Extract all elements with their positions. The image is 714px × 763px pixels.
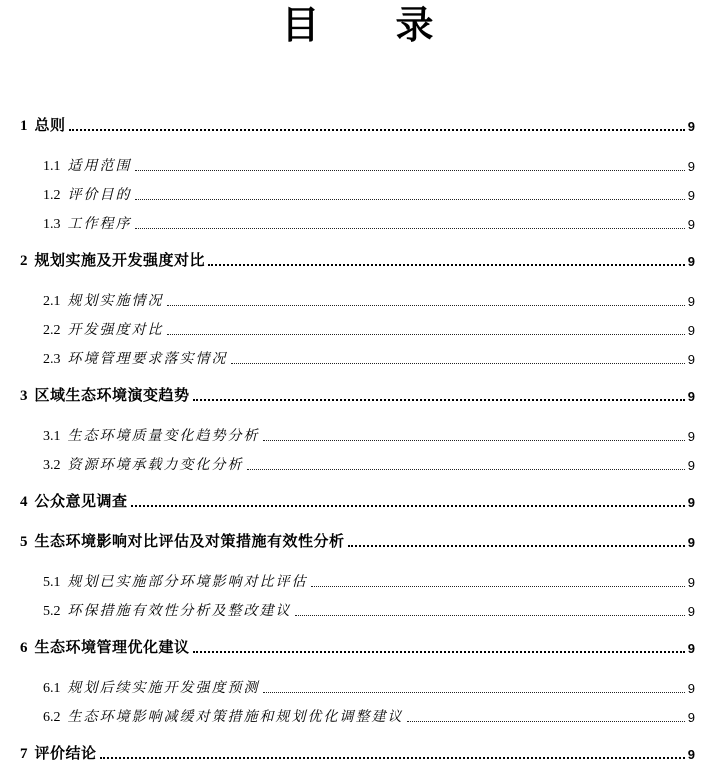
toc-entry-page: 9 — [687, 495, 695, 510]
toc-entry-label: 规划已实施部分环境影响对比评估 — [67, 575, 308, 590]
toc-entry-page: 9 — [687, 681, 695, 696]
toc-entry-number: 6 — [20, 640, 28, 656]
toc-entry[interactable] — [20, 668, 695, 697]
toc-entry-label: 评价结论 — [34, 745, 97, 762]
toc-entry-label: 开发强度对比 — [67, 323, 164, 338]
dot-leader — [247, 469, 685, 470]
toc-entry-label: 区域生态环境演变趋势 — [34, 387, 190, 404]
toc-entry-label: 环保措施有效性分析及整改建议 — [67, 604, 292, 619]
dot-leader — [131, 505, 685, 507]
dot-leader — [135, 170, 685, 171]
toc-entry-page: 9 — [687, 323, 695, 338]
toc-entry-number: 2.2 — [43, 323, 61, 338]
dot-leader — [193, 651, 685, 653]
toc-entry-number: 2.3 — [43, 352, 61, 367]
toc-entry[interactable] — [20, 628, 695, 657]
toc-entry[interactable] — [20, 591, 695, 620]
toc-entry-page: 9 — [687, 747, 695, 762]
toc-entry-page: 9 — [687, 641, 695, 656]
toc-entry-page: 9 — [687, 458, 695, 473]
toc-entry-page: 9 — [687, 604, 695, 619]
dot-leader — [135, 228, 685, 229]
toc-entry-page: 9 — [687, 119, 695, 134]
toc-entry[interactable] — [20, 146, 695, 175]
toc-entry-page: 9 — [687, 188, 695, 203]
toc-entry[interactable] — [20, 416, 695, 445]
toc-entry-page: 9 — [687, 294, 695, 309]
dot-leader — [231, 363, 685, 364]
toc-entry-page: 9 — [687, 575, 695, 590]
toc-entry[interactable] — [20, 522, 695, 551]
toc-entry-number: 5 — [20, 534, 28, 550]
toc-entry-page: 9 — [687, 217, 695, 232]
toc-entry[interactable] — [20, 376, 695, 405]
toc-entry-label: 生态环境质量变化趋势分析 — [67, 429, 260, 444]
toc-entry-number: 3 — [20, 388, 28, 404]
toc-entry[interactable] — [20, 562, 695, 591]
toc-entry[interactable] — [20, 697, 695, 726]
toc-entry-number: 1.1 — [43, 159, 61, 174]
dot-leader — [167, 305, 685, 306]
toc-entry-number: 2 — [20, 253, 28, 269]
toc-entry-label: 规划实施情况 — [67, 294, 164, 309]
toc-entry-number: 1 — [20, 118, 28, 134]
dot-leader — [263, 692, 685, 693]
dot-leader — [348, 545, 685, 547]
toc-entry-label: 生态环境影响减缓对策措施和规划优化调整建议 — [67, 710, 404, 725]
toc-entry[interactable] — [20, 310, 695, 339]
toc-entry-page: 9 — [687, 535, 695, 550]
toc-entry-label: 环境管理要求落实情况 — [67, 352, 228, 367]
toc-entry-page: 9 — [687, 710, 695, 725]
toc-entry[interactable] — [20, 281, 695, 310]
toc-entry-label: 公众意见调查 — [34, 493, 128, 510]
dot-leader — [311, 586, 685, 587]
dot-leader — [193, 399, 685, 401]
toc-entry[interactable] — [20, 204, 695, 233]
toc-entry[interactable] — [20, 339, 695, 368]
toc-entry[interactable] — [20, 734, 695, 763]
toc-entry-number: 7 — [20, 746, 28, 762]
toc-entry-page: 9 — [687, 389, 695, 404]
toc-entry-number: 3.2 — [43, 458, 61, 473]
toc-entry-number: 6.1 — [43, 681, 61, 696]
toc-entry-label: 适用范围 — [67, 159, 132, 174]
toc-entry-number: 3.1 — [43, 429, 61, 444]
toc-entry[interactable] — [20, 482, 695, 511]
toc-entry-label: 评价目的 — [67, 188, 132, 203]
dot-leader — [69, 129, 685, 131]
toc-entry-label: 工作程序 — [67, 217, 132, 232]
toc-entry-number: 6.2 — [43, 710, 61, 725]
toc-entry-page: 9 — [687, 159, 695, 174]
toc-entry-number: 1.2 — [43, 188, 61, 203]
toc-entry-number: 1.3 — [43, 217, 61, 232]
toc-entry-label: 资源环境承载力变化分析 — [67, 458, 244, 473]
page-title: 目 录 — [281, 5, 434, 47]
toc-entry-label: 规划实施及开发强度对比 — [34, 252, 206, 269]
toc-entry-label: 生态环境管理优化建议 — [34, 639, 190, 656]
dot-leader — [407, 721, 685, 722]
dot-leader — [135, 199, 685, 200]
dot-leader — [100, 757, 685, 759]
toc-entry-page: 9 — [687, 352, 695, 367]
toc-list — [20, 48, 695, 763]
toc-entry-number: 5.1 — [43, 575, 61, 590]
toc-entry-number: 4 — [20, 494, 28, 510]
toc-entry-number: 5.2 — [43, 604, 61, 619]
toc-entry-page: 9 — [687, 429, 695, 444]
toc-entry-page: 9 — [687, 254, 695, 269]
toc-entry-label: 生态环境影响对比评估及对策措施有效性分析 — [34, 533, 345, 550]
toc-entry[interactable] — [20, 445, 695, 474]
toc-entry[interactable] — [20, 241, 695, 270]
toc-entry-label: 总则 — [34, 117, 66, 134]
dot-leader — [167, 334, 685, 335]
dot-leader — [263, 440, 685, 441]
toc-entry-label: 规划后续实施开发强度预测 — [67, 681, 260, 696]
toc-entry[interactable] — [20, 175, 695, 204]
dot-leader — [295, 615, 685, 616]
toc-entry[interactable] — [20, 106, 695, 135]
toc-entry-number: 2.1 — [43, 294, 61, 309]
dot-leader — [208, 264, 685, 266]
